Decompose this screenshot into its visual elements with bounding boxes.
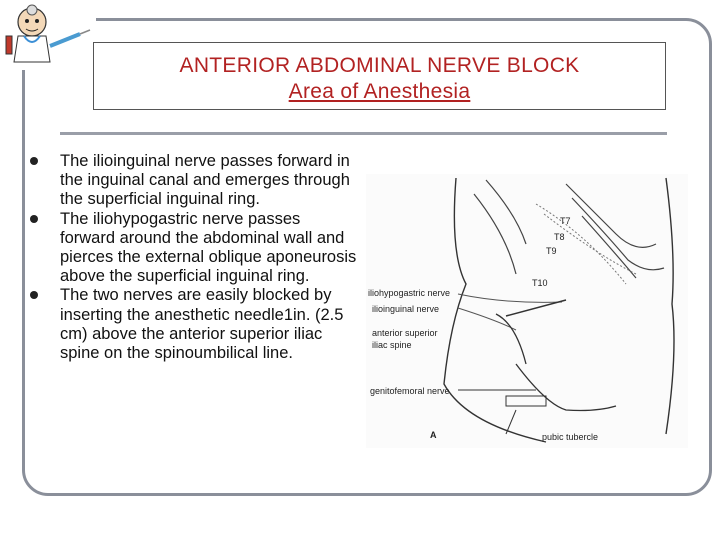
divider bbox=[60, 132, 667, 135]
label-asis-line1: anterior superior bbox=[372, 328, 438, 338]
label-pubic-tubercle: pubic tubercle bbox=[542, 432, 599, 442]
doctor-mascot-image bbox=[0, 0, 96, 70]
list-item: The two nerves are easily blocked by inserting the anesthetic needle1in. (2.5 cm) above the anterior superior iliac spine on the spinoumbilical line. bbox=[28, 286, 358, 363]
label-ilioinguinal: ilioinguinal nerve bbox=[372, 304, 440, 314]
page-title: ANTERIOR ABDOMINAL NERVE BLOCK bbox=[179, 54, 580, 77]
label-t9: T9 bbox=[546, 246, 557, 256]
page-subtitle: Area of Anesthesia bbox=[288, 80, 471, 103]
label-t8: T8 bbox=[554, 232, 565, 242]
bullet-list bbox=[28, 152, 358, 363]
label-t10: T10 bbox=[532, 278, 548, 288]
label-iliohypogastric: iliohypogastric nerve bbox=[368, 288, 451, 298]
nerve-block-diagram bbox=[366, 174, 688, 448]
list-item: The iliohypogastric nerve passes forward around the abdominal wall and pierces the external oblique aponeurosis above the superficial inguinal ring. bbox=[28, 210, 358, 287]
bullet-icon bbox=[30, 215, 38, 223]
label-asis-line2: iliac spine bbox=[372, 340, 412, 350]
label-genitofemoral: genitofemoral nerve bbox=[370, 386, 450, 396]
label-panel: A bbox=[430, 430, 437, 440]
title-box bbox=[93, 42, 666, 110]
bullet-icon bbox=[30, 157, 38, 165]
list-item: The ilioinguinal nerve passes forward in the inguinal canal and emerges through the superficial inguinal ring. bbox=[28, 152, 358, 210]
bullet-icon bbox=[30, 291, 38, 299]
label-t7: T7 bbox=[560, 216, 571, 226]
